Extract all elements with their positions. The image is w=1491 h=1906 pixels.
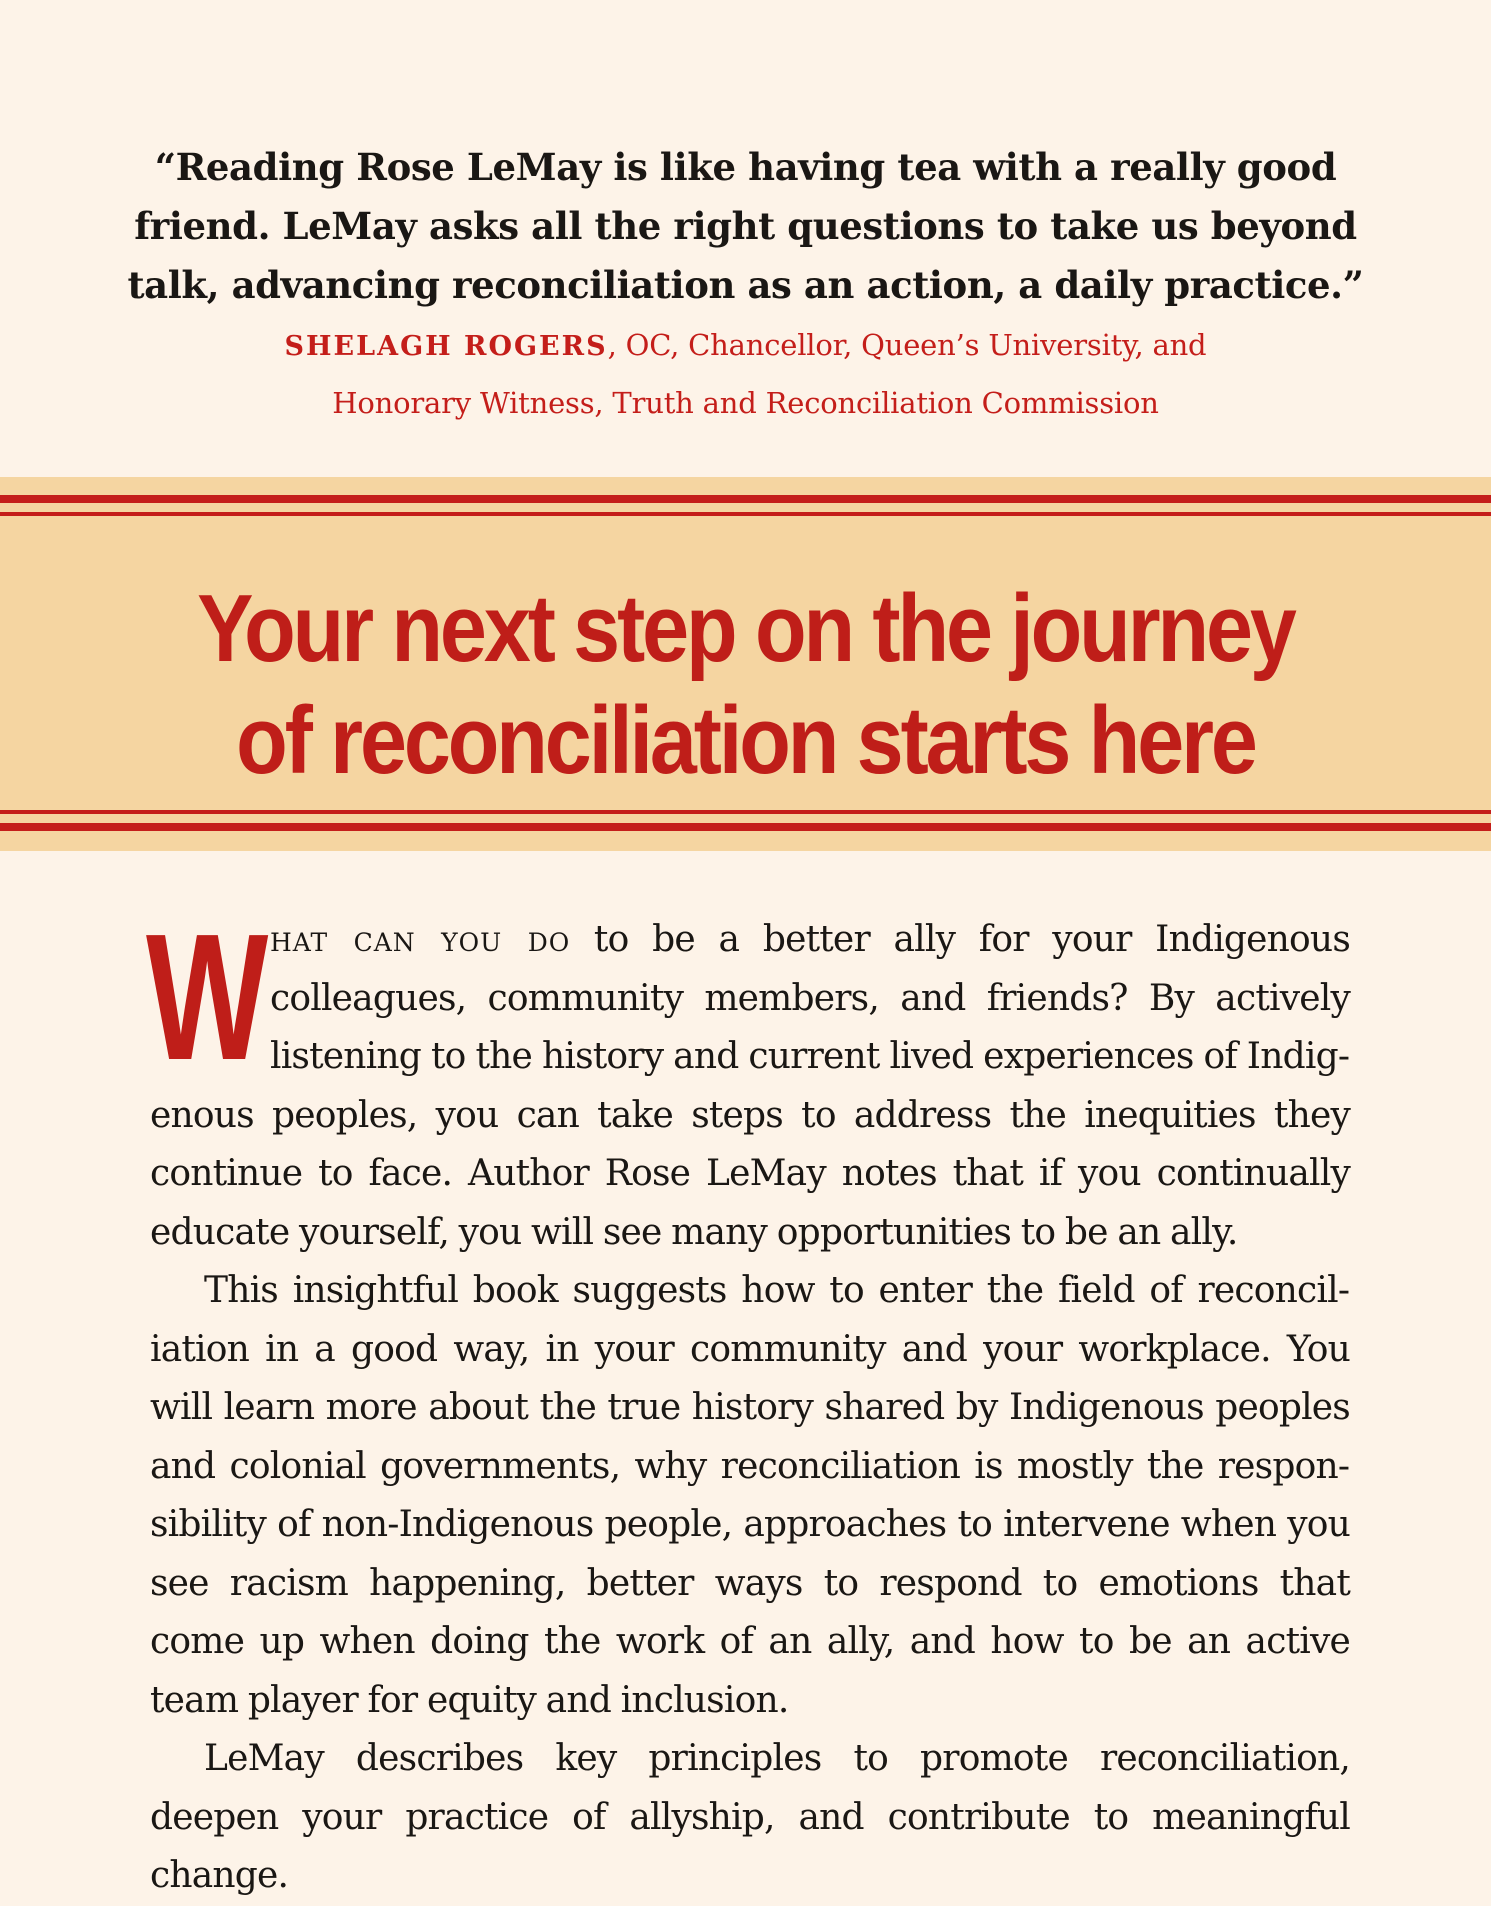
attribution-credentials-line2: Honorary Witness, Truth and Reconciliation Commission	[332, 386, 1159, 420]
banner-rule	[0, 810, 1491, 814]
endorsement-blurb	[0, 138, 1491, 431]
headline	[89, 573, 1401, 797]
paragraph: LeMay describes key principles to promote reconciliation, deepen your practice of allyship, and contribute to meaningful change.	[150, 1738, 1350, 1896]
headline-line: of reconciliation starts here	[236, 687, 1255, 794]
quote-line: “Reading Rose LeMay is like having tea with a really good	[154, 145, 1337, 189]
banner-rule	[0, 512, 1491, 516]
headline-banner	[0, 477, 1491, 851]
attribution-name: SHELAGH ROGERS	[284, 331, 608, 362]
description-body	[146, 897, 1350, 1906]
paragraph	[146, 897, 1350, 1262]
endorsement-attribution	[0, 317, 1491, 431]
lead-in: hat can you do	[270, 919, 571, 960]
headline-line: Your next step on the journey	[197, 575, 1294, 682]
drop-cap: W	[146, 897, 269, 1098]
endorsement-quote	[0, 138, 1491, 315]
banner-rule	[0, 823, 1491, 831]
quote-line: friend. LeMay asks all the right questions to take us beyond	[134, 204, 1357, 248]
paragraph: This insightful book suggests how to enter the field of reconciliation in a good way, in your community and your workplace. You will learn more about the true history shared by Indigenous peoples and colonial governments, why reconciliation is mostly the responsibility of non-Indigenous people, approaches to intervene when you see racism happening, better ways to respond to emotions that come up when doing the work of an ally, and how to be an active team player for equity and inclusion.	[150, 1270, 1350, 1721]
banner-rule	[0, 495, 1491, 503]
paragraph-text: to be a better ally for your Indigenous colleagues, community members, and friends? By actively listening to the history and current lived experiences of Indigenous peoples, you can take steps to address the inequities they continue to face. Author Rose LeMay notes that if you continually educate yourself, you will see many opportunities to be an ally.	[150, 919, 1350, 1253]
quote-line: talk, advancing reconciliation as an action, a daily practice.”	[127, 263, 1364, 307]
attribution-credentials: , OC, Chancellor, Queen’s University, and	[607, 328, 1207, 362]
